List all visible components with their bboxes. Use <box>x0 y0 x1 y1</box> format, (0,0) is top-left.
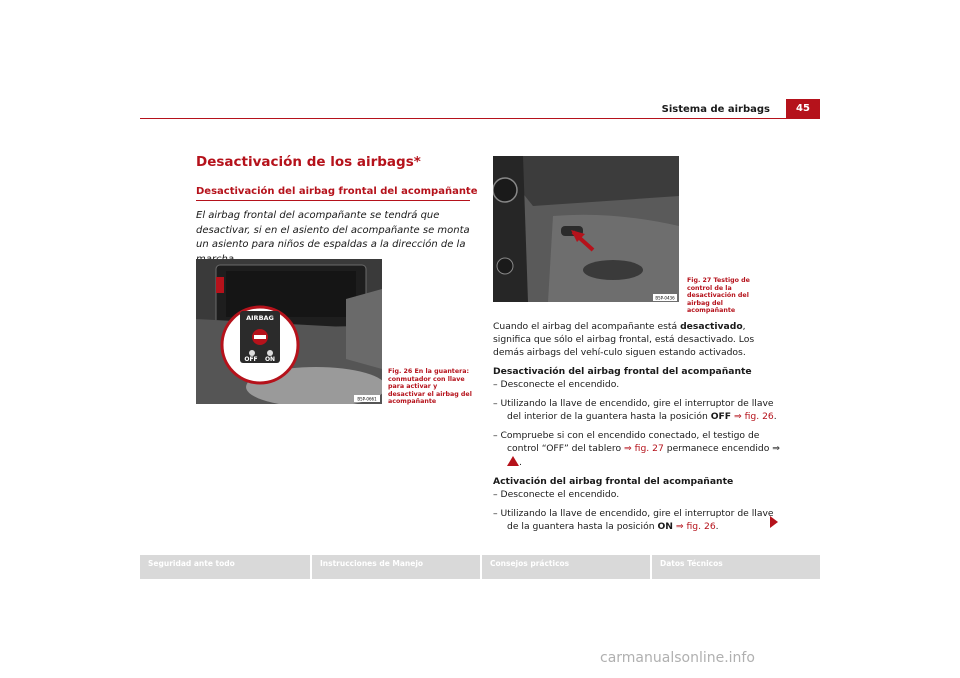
fig-27-link[interactable]: fig. 27 <box>634 443 664 454</box>
nav-divider <box>650 555 652 579</box>
section-subtitle: Desactivación del airbag frontal del acompañante <box>196 186 478 197</box>
running-header-title: Sistema de airbags <box>661 104 770 115</box>
switch-off-label: OFF <box>244 356 258 363</box>
figure-27-caption: Fig. 27 Testigo de control de la desactivación del airbag del acompañante <box>687 277 750 315</box>
arrow-glyph: ⇒ <box>731 411 745 422</box>
watermark: carmanualsonline.info <box>600 650 755 666</box>
figure-26-caption: Fig. 26 En la guantera: conmutador con llave para activar y desactivar el airbag del acompañante <box>388 368 472 406</box>
nav-tab-consejos[interactable]: Consejos prácticos <box>490 559 570 568</box>
nav-tab-instrucciones[interactable]: Instrucciones de Manejo <box>320 559 424 568</box>
page-number: 45 <box>786 99 820 119</box>
subtitle-divider <box>196 200 470 201</box>
fig-26-link[interactable]: fig. 26 <box>686 521 716 532</box>
paragraph-deactivated <box>493 320 783 359</box>
period: . <box>519 457 522 468</box>
deact-step-3 <box>493 429 783 469</box>
dashboard-illustration <box>493 156 679 302</box>
arrow-glyph: ⇒ <box>624 443 635 454</box>
figure-27-dashboard-light <box>493 156 679 302</box>
p1-bold: desactivado <box>680 321 743 332</box>
act-step-2-text: – Utilizando la llave de encendido, gire el interruptor de llave de la guantera hasta la posición <box>493 508 774 532</box>
header-divider <box>140 118 820 119</box>
act-step-1: – Desconecte el encendido. <box>493 489 620 500</box>
figure-27-code: B5P-0436 <box>655 295 675 301</box>
act-step-2 <box>493 507 783 533</box>
off-label: OFF <box>710 411 732 422</box>
section-title: Desactivación de los airbags* <box>196 154 421 170</box>
warning-triangle-icon[interactable] <box>507 456 519 466</box>
p1-text: Cuando el airbag del acompañante está <box>493 321 681 332</box>
arrow-glyph: ⇒ <box>672 521 687 532</box>
intro-paragraph: El airbag frontal del acompañante se tendrá que desactivar, si en el asiento del acompañante se monta un asiento para niños de espaldas a la dirección de la <box>196 210 470 250</box>
period: . <box>715 521 719 532</box>
figure-26-code: B5P-0661 <box>357 396 377 402</box>
period: . <box>773 411 777 422</box>
glovebox-illustration <box>196 259 382 404</box>
deactivation-heading: Desactivación del airbag frontal del acompañante <box>493 366 752 377</box>
next-page-arrow-icon[interactable] <box>770 516 778 528</box>
switch-on-label: ON <box>264 356 276 363</box>
fig-26-link[interactable]: fig. 26 <box>744 411 774 422</box>
figure-26-glovebox-switch <box>196 259 382 404</box>
nav-tab-seguridad[interactable]: Seguridad ante todo <box>148 559 235 568</box>
deact-step-3-text: – Compruebe si con el encendido conectado, el testigo de control “OFF” del tablero <box>493 430 760 454</box>
switch-airbag-label: AIRBAG <box>246 314 274 322</box>
activation-heading: Activación del airbag frontal del acompañante <box>493 476 734 487</box>
p1-text-end: , significa que sólo el airbag frontal, está desactivado. Los demás airbags del vehí-culo siguen estando activados. <box>493 321 755 358</box>
nav-divider <box>310 555 312 579</box>
deact-step-1: – Desconecte el encendido. <box>493 379 620 390</box>
on-label: ON <box>657 521 673 532</box>
deact-step-2 <box>493 397 783 423</box>
nav-divider <box>480 555 482 579</box>
deact-step-3-mid: permanece encendido ⇒ <box>663 443 780 454</box>
deact-step-2-text: – Utilizando la llave de encendido, gire el interruptor de llave del interior de la guantera hasta la posición <box>493 398 774 422</box>
body-text <box>493 320 783 533</box>
nav-tab-datos[interactable]: Datos Técnicos <box>660 559 723 568</box>
bottom-nav <box>140 555 820 579</box>
